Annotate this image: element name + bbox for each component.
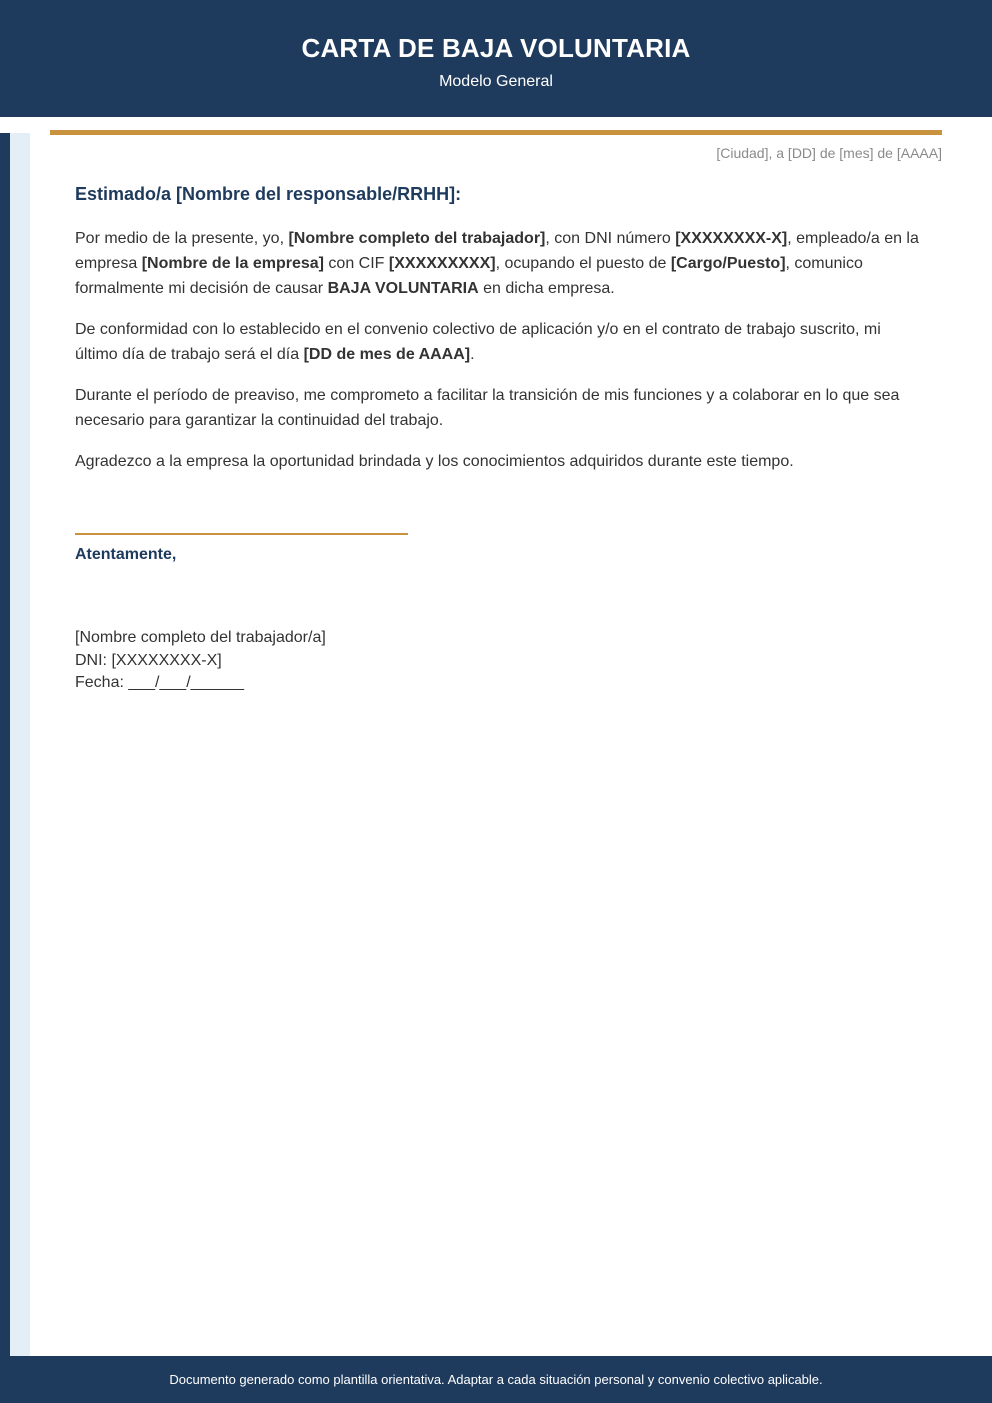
left-accent-bar-dark: [0, 133, 10, 1356]
text: , comunico formalmente mi decisión de causar: [75, 255, 863, 297]
document-subtitle: Modelo General: [439, 73, 553, 90]
text: con CIF: [323, 255, 389, 272]
footer-note: Documento generado como plantilla orientativa. Adaptar a cada situación personal y convenio colectivo aplicable.: [169, 1372, 823, 1387]
text: en dicha empresa.: [478, 280, 615, 297]
placeholder-worker-name: [Nombre completo del trabajador]: [288, 230, 546, 247]
signature-block: [75, 627, 326, 695]
document-header: [0, 0, 992, 117]
placeholder-dni: [XXXXXXXX-X]: [675, 230, 788, 247]
placeholder-last-day: [DD de mes de AAAA]: [303, 346, 471, 363]
signature-line: [75, 533, 408, 535]
salutation: Estimado/a [Nombre del responsable/RRHH]:: [75, 184, 462, 204]
closing: Atentamente,: [75, 546, 177, 563]
placeholder-cif: [XXXXXXXXX]: [388, 255, 496, 272]
paragraph-intro: [75, 226, 925, 301]
paragraph-thanks: Agradezco a la empresa la oportunidad brindada y los conocimientos adquiridos durante este tiempo.: [75, 453, 794, 470]
text: .: [470, 346, 475, 363]
text: De conformidad con lo establecido en el convenio colectivo de aplicación y/o en el contrato de trabajo suscrito, mi último día de trabajo será el día: [75, 321, 881, 363]
document-title: CARTA DE BAJA VOLUNTARIA: [301, 33, 691, 63]
signature-name: [Nombre completo del trabajador/a]: [75, 629, 326, 646]
document-footer: [0, 1356, 992, 1403]
text: , empleado/a en la empresa: [75, 230, 919, 272]
gold-divider: [50, 130, 942, 135]
left-accent-bar-light: [10, 133, 30, 1356]
placeholder-position: [Cargo/Puesto]: [670, 255, 786, 272]
text: , con DNI número: [545, 230, 676, 247]
placeholder-company-name: [Nombre de la empresa]: [141, 255, 324, 272]
signature-dni: DNI: [XXXXXXXX-X]: [75, 651, 222, 669]
paragraph-notice-period: Durante el período de preaviso, me comprometo a facilitar la transición de mis funciones y a colaborar en lo que sea necesario para garantizar la continuidad del trabajo.: [75, 387, 900, 429]
emphasis-baja-voluntaria: BAJA VOLUNTARIA: [327, 280, 479, 297]
signature-date: Fecha: ___/___/______: [75, 674, 245, 691]
paragraph-last-day: [75, 317, 925, 367]
letter-body: [75, 182, 925, 490]
place-date-line: [Ciudad], a [DD] de [mes] de [AAAA]: [716, 145, 942, 161]
text: Por medio de la presente, yo,: [75, 230, 289, 247]
text: , ocupando el puesto de: [495, 255, 671, 272]
